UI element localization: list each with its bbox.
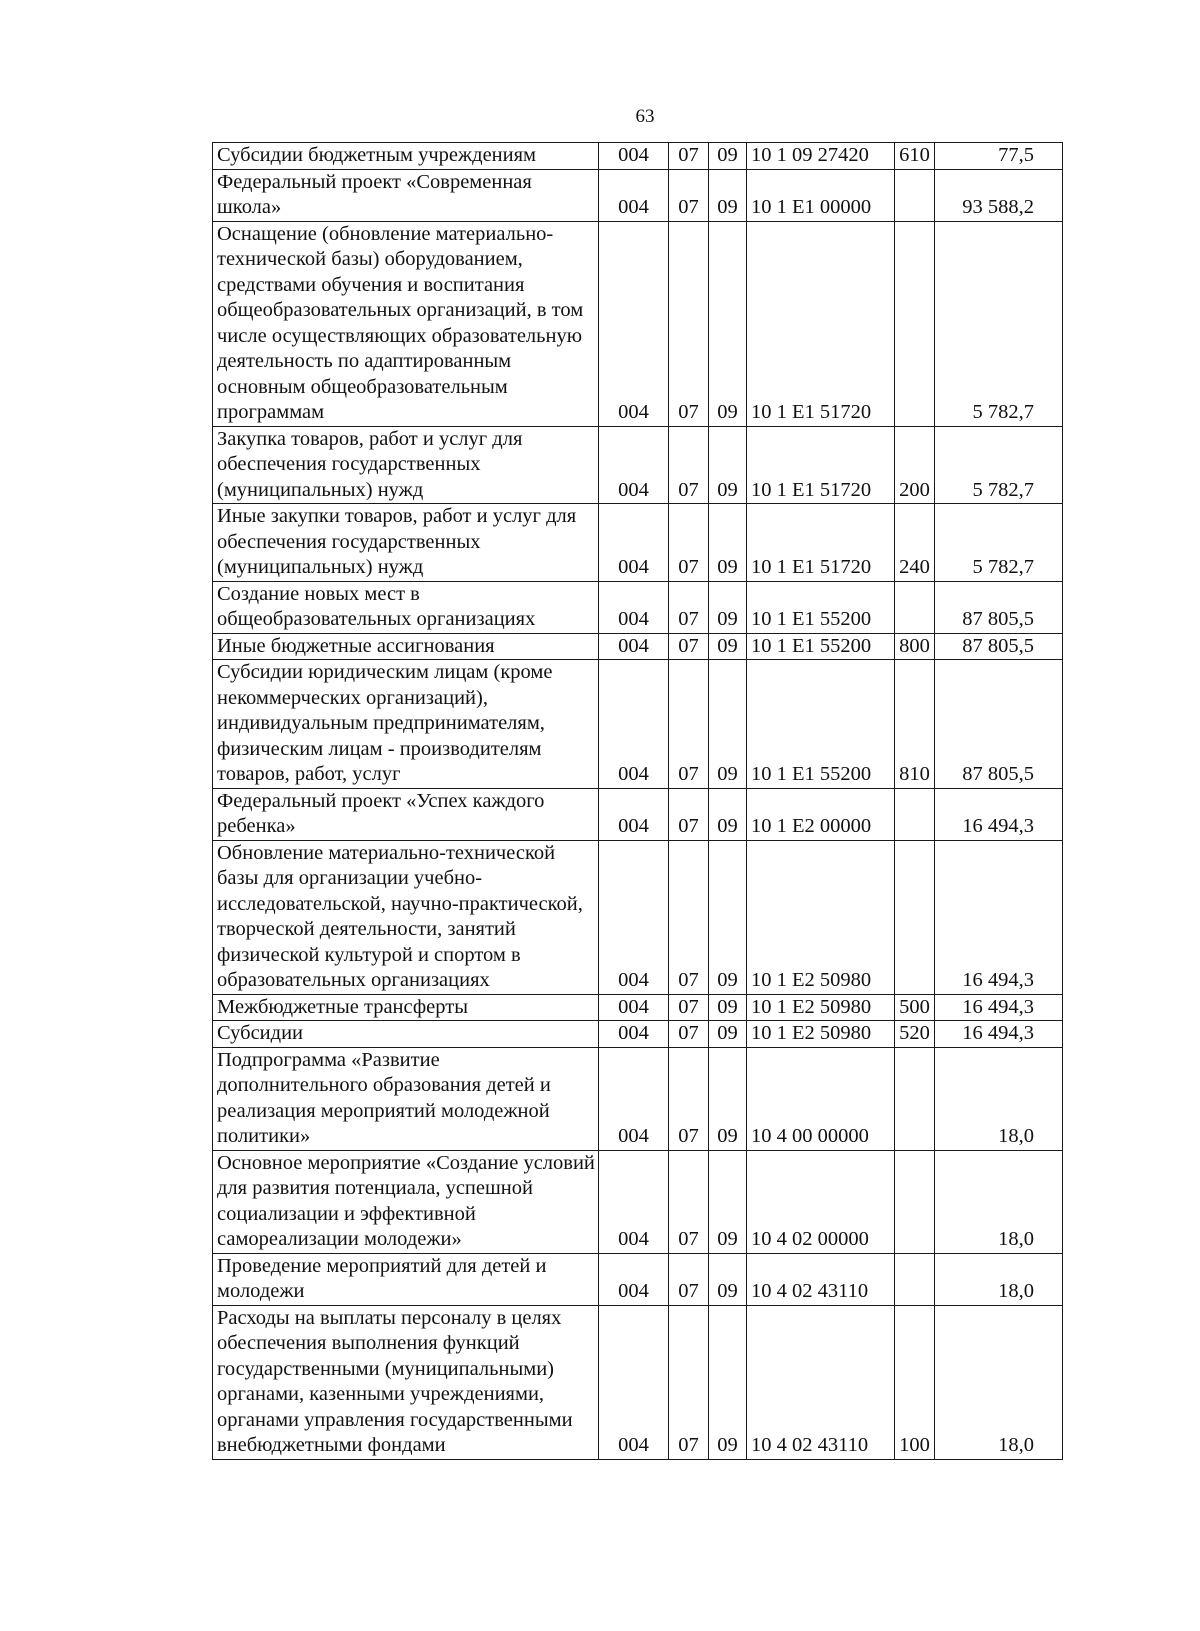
table-row [213, 788, 1063, 840]
section-cell: 07 [669, 1253, 709, 1305]
section-cell: 07 [669, 660, 709, 789]
org-code-cell: 004 [599, 169, 669, 221]
section-cell: 07 [669, 426, 709, 504]
row-name-cell: Иные бюджетные ассигнования [213, 633, 599, 660]
target-article-cell: 10 1 E2 00000 [747, 788, 895, 840]
target-article-cell: 10 1 E2 50980 [747, 994, 895, 1021]
section-cell: 07 [669, 1150, 709, 1253]
table-row [213, 1253, 1063, 1305]
section-cell: 07 [669, 1047, 709, 1150]
org-code-cell: 004 [599, 1021, 669, 1048]
subsection-cell: 09 [709, 840, 747, 994]
org-code-cell: 004 [599, 994, 669, 1021]
table-row [213, 660, 1063, 789]
expense-type-cell [895, 169, 935, 221]
row-name-cell: Расходы на выплаты персоналу в целях обеспечения выполнения функций государственными (муниципальными) органами, казенными учреждениями, органами управления государственными внебюджетными фондами [213, 1305, 599, 1459]
table-row [213, 633, 1063, 660]
section-cell: 07 [669, 504, 709, 582]
table-row [213, 504, 1063, 582]
target-article-cell: 10 1 E1 51720 [747, 426, 895, 504]
amount-cell: 18,0 [935, 1305, 1063, 1459]
expense-type-cell: 520 [895, 1021, 935, 1048]
expense-type-cell: 810 [895, 660, 935, 789]
row-name-cell: Федеральный проект «Современная школа» [213, 169, 599, 221]
table-row [213, 426, 1063, 504]
target-article-cell: 10 4 02 43110 [747, 1305, 895, 1459]
row-name-cell: Проведение мероприятий для детей и молодежи [213, 1253, 599, 1305]
target-article-cell: 10 1 E1 55200 [747, 660, 895, 789]
row-name-cell: Субсидии [213, 1021, 599, 1048]
row-name-cell: Иные закупки товаров, работ и услуг для обеспечения государственных (муниципальных) нужд [213, 504, 599, 582]
subsection-cell: 09 [709, 1305, 747, 1459]
table-row [213, 169, 1063, 221]
amount-cell: 93 588,2 [935, 169, 1063, 221]
target-article-cell: 10 4 02 43110 [747, 1253, 895, 1305]
amount-cell: 5 782,7 [935, 504, 1063, 582]
section-cell: 07 [669, 221, 709, 426]
section-cell: 07 [669, 169, 709, 221]
subsection-cell: 09 [709, 169, 747, 221]
subsection-cell: 09 [709, 1150, 747, 1253]
subsection-cell: 09 [709, 426, 747, 504]
amount-cell: 16 494,3 [935, 840, 1063, 994]
amount-cell: 18,0 [935, 1150, 1063, 1253]
budget-table [212, 142, 1063, 1460]
target-article-cell: 10 4 00 00000 [747, 1047, 895, 1150]
table-row [213, 581, 1063, 633]
subsection-cell: 09 [709, 143, 747, 170]
org-code-cell: 004 [599, 504, 669, 582]
target-article-cell: 10 4 02 00000 [747, 1150, 895, 1253]
org-code-cell: 004 [599, 1150, 669, 1253]
amount-cell: 77,5 [935, 143, 1063, 170]
section-cell: 07 [669, 143, 709, 170]
org-code-cell: 004 [599, 788, 669, 840]
subsection-cell: 09 [709, 504, 747, 582]
target-article-cell: 10 1 E1 51720 [747, 221, 895, 426]
expense-type-cell: 610 [895, 143, 935, 170]
expense-type-cell [895, 1253, 935, 1305]
org-code-cell: 004 [599, 840, 669, 994]
subsection-cell: 09 [709, 788, 747, 840]
org-code-cell: 004 [599, 1253, 669, 1305]
target-article-cell: 10 1 E2 50980 [747, 1021, 895, 1048]
amount-cell: 18,0 [935, 1253, 1063, 1305]
expense-type-cell [895, 581, 935, 633]
row-name-cell: Создание новых мест в общеобразовательных организациях [213, 581, 599, 633]
subsection-cell: 09 [709, 994, 747, 1021]
expense-type-cell: 800 [895, 633, 935, 660]
expense-type-cell [895, 1047, 935, 1150]
section-cell: 07 [669, 1305, 709, 1459]
amount-cell: 5 782,7 [935, 221, 1063, 426]
table-row [213, 1021, 1063, 1048]
expense-type-cell [895, 788, 935, 840]
org-code-cell: 004 [599, 581, 669, 633]
expense-type-cell: 200 [895, 426, 935, 504]
table-row [213, 1047, 1063, 1150]
row-name-cell: Закупка товаров, работ и услуг для обеспечения государственных (муниципальных) нужд [213, 426, 599, 504]
page-number: 63 [635, 106, 655, 127]
org-code-cell: 004 [599, 143, 669, 170]
org-code-cell: 004 [599, 660, 669, 789]
amount-cell: 16 494,3 [935, 788, 1063, 840]
target-article-cell: 10 1 E2 50980 [747, 840, 895, 994]
expense-type-cell [895, 1150, 935, 1253]
section-cell: 07 [669, 840, 709, 994]
amount-cell: 16 494,3 [935, 994, 1063, 1021]
section-cell: 07 [669, 581, 709, 633]
amount-cell: 87 805,5 [935, 633, 1063, 660]
amount-cell: 16 494,3 [935, 1021, 1063, 1048]
row-name-cell: Обновление материально-технической базы для организации учебно-исследовательской, научно-практической, творческой деятельности, занятий физической культурой и спортом в образовательных организациях [213, 840, 599, 994]
subsection-cell: 09 [709, 660, 747, 789]
table-row [213, 221, 1063, 426]
subsection-cell: 09 [709, 633, 747, 660]
table-row [213, 994, 1063, 1021]
row-name-cell: Федеральный проект «Успех каждого ребенка» [213, 788, 599, 840]
org-code-cell: 004 [599, 1305, 669, 1459]
target-article-cell: 10 1 E1 00000 [747, 169, 895, 221]
subsection-cell: 09 [709, 1047, 747, 1150]
subsection-cell: 09 [709, 1021, 747, 1048]
target-article-cell: 10 1 E1 55200 [747, 633, 895, 660]
expense-type-cell [895, 221, 935, 426]
amount-cell: 18,0 [935, 1047, 1063, 1150]
org-code-cell: 004 [599, 426, 669, 504]
expense-type-cell [895, 840, 935, 994]
expense-type-cell: 100 [895, 1305, 935, 1459]
table-row [213, 840, 1063, 994]
expense-type-cell: 500 [895, 994, 935, 1021]
target-article-cell: 10 1 E1 55200 [747, 581, 895, 633]
table-row [213, 1305, 1063, 1459]
table-row [213, 1150, 1063, 1253]
target-article-cell: 10 1 E1 51720 [747, 504, 895, 582]
section-cell: 07 [669, 994, 709, 1021]
section-cell: 07 [669, 1021, 709, 1048]
row-name-cell: Основное мероприятие «Создание условий для развития потенциала, успешной социализации и эффективной самореализации молодежи» [213, 1150, 599, 1253]
table-row [213, 143, 1063, 170]
subsection-cell: 09 [709, 221, 747, 426]
subsection-cell: 09 [709, 581, 747, 633]
org-code-cell: 004 [599, 221, 669, 426]
row-name-cell: Межбюджетные трансферты [213, 994, 599, 1021]
section-cell: 07 [669, 633, 709, 660]
row-name-cell: Субсидии бюджетным учреждениям [213, 143, 599, 170]
subsection-cell: 09 [709, 1253, 747, 1305]
amount-cell: 87 805,5 [935, 660, 1063, 789]
expense-type-cell: 240 [895, 504, 935, 582]
amount-cell: 87 805,5 [935, 581, 1063, 633]
org-code-cell: 004 [599, 633, 669, 660]
row-name-cell: Оснащение (обновление материально-технической базы) оборудованием, средствами обучения и воспитания общеобразовательных организаций, в том числе осуществляющих образовательную деятельность по адаптированным основным общеобразовательным программам [213, 221, 599, 426]
row-name-cell: Подпрограмма «Развитие дополнительного образования детей и реализация мероприятий молодежной политики» [213, 1047, 599, 1150]
amount-cell: 5 782,7 [935, 426, 1063, 504]
section-cell: 07 [669, 788, 709, 840]
row-name-cell: Субсидии юридическим лицам (кроме некоммерческих организаций), индивидуальным предпринимателям, физическим лицам - производителям товаров, работ, услуг [213, 660, 599, 789]
org-code-cell: 004 [599, 1047, 669, 1150]
target-article-cell: 10 1 09 27420 [747, 143, 895, 170]
